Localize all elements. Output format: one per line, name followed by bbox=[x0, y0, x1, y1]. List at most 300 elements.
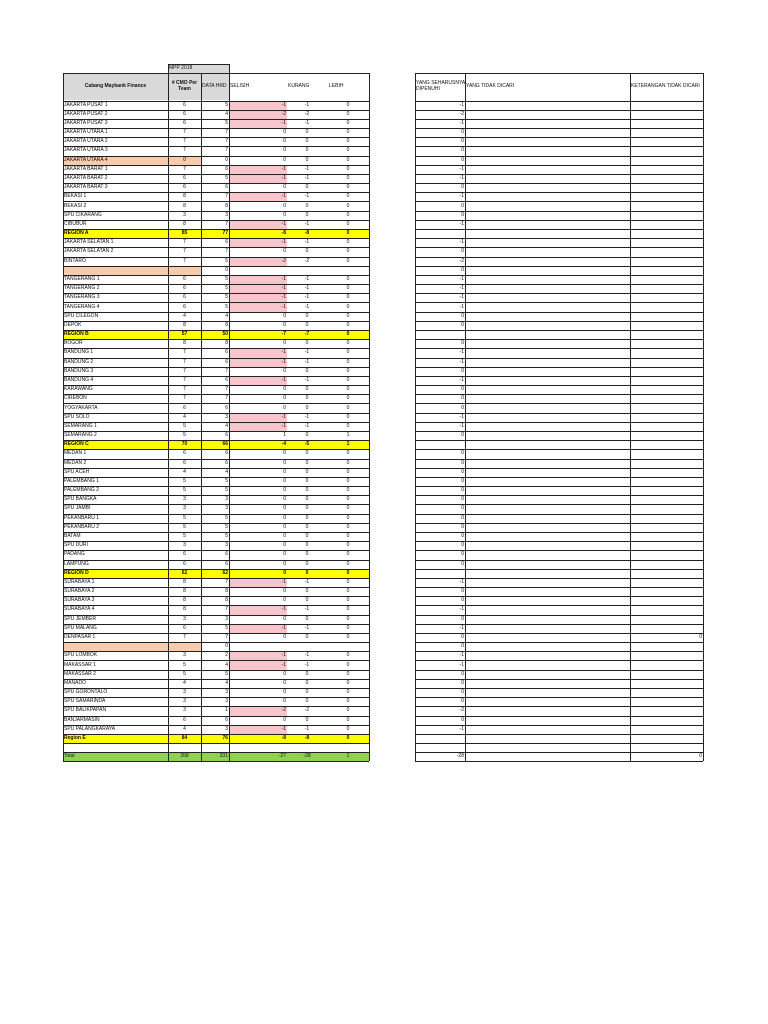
cell-cmo[interactable]: 5 bbox=[183, 523, 186, 530]
header-lebih[interactable]: LEBIH bbox=[329, 83, 344, 89]
cell-name[interactable]: PADANG bbox=[64, 551, 85, 558]
cell-hrd[interactable]: 5 bbox=[225, 294, 228, 301]
cell-hrd[interactable]: 5 bbox=[225, 303, 228, 310]
cell-leb[interactable]: 0 bbox=[346, 487, 350, 494]
cell-yang[interactable]: 0 bbox=[461, 129, 464, 136]
cell-sel[interactable]: -1 bbox=[229, 101, 287, 110]
cell-name[interactable]: JAKARTA PUSAT 2 bbox=[64, 110, 108, 117]
cell-sel[interactable]: -1 bbox=[229, 376, 287, 385]
cell-hrd[interactable]: 3 bbox=[225, 505, 228, 512]
cell-sel[interactable]: 1 bbox=[283, 432, 286, 439]
cell-sel[interactable]: 0 bbox=[283, 533, 286, 540]
cell-cmo[interactable]: 4 bbox=[183, 413, 186, 420]
cell-cmo[interactable]: 6 bbox=[183, 294, 186, 301]
cell-hrd[interactable]: 5 bbox=[225, 514, 228, 521]
cell-cmo[interactable]: 5 bbox=[183, 533, 186, 540]
cell-name[interactable]: SPU GORONTALO bbox=[64, 689, 108, 696]
cell-sel[interactable]: 0 bbox=[283, 395, 286, 402]
cell-yang[interactable]: -1 bbox=[459, 239, 464, 246]
cell-cmo[interactable]: 5 bbox=[183, 432, 186, 439]
cell-cmo[interactable]: 7 bbox=[183, 367, 186, 374]
cell-hrd[interactable]: 6 bbox=[225, 551, 228, 558]
cell-kur[interactable]: 0 bbox=[305, 496, 309, 503]
cell-cmo[interactable]: 6 bbox=[183, 184, 186, 191]
cell-hrd[interactable]: 8 bbox=[225, 588, 228, 595]
cell-leb[interactable]: 0 bbox=[346, 597, 350, 604]
cell-leb[interactable]: 0 bbox=[346, 367, 350, 374]
cell-name[interactable]: Total bbox=[63, 752, 168, 761]
cell-cmo[interactable]: 8 bbox=[183, 340, 186, 347]
cell-cmo[interactable]: 3 bbox=[183, 505, 186, 512]
cell-hrd[interactable]: 5 bbox=[225, 101, 228, 108]
cell-kur[interactable]: 0 bbox=[305, 542, 309, 549]
cell-name[interactable]: SPU BALIKPAPAN bbox=[64, 707, 107, 714]
cell-yang[interactable]: 0 bbox=[461, 716, 464, 723]
cell-hrd[interactable]: 76 bbox=[201, 734, 229, 743]
cell-sel[interactable]: 0 bbox=[283, 542, 286, 549]
cell-kur[interactable]: 0 bbox=[305, 477, 309, 484]
cell-name[interactable]: BANDUNG 4 bbox=[64, 376, 94, 383]
cell-yang[interactable]: -1 bbox=[459, 220, 464, 227]
cell-kur[interactable]: -1 bbox=[304, 220, 310, 227]
cell-name[interactable]: JAKARTA SELATAN 1 bbox=[64, 239, 114, 246]
cell-kur[interactable]: -1 bbox=[304, 624, 310, 631]
cell-leb[interactable]: 0 bbox=[346, 523, 350, 530]
cell-leb[interactable]: 0 bbox=[346, 239, 350, 246]
cell-sel[interactable]: 0 bbox=[283, 716, 286, 723]
cell-sel[interactable]: -1 bbox=[229, 725, 287, 734]
cell-yang[interactable]: -1 bbox=[459, 275, 464, 282]
cell-cmo[interactable] bbox=[168, 642, 201, 651]
cell-leb[interactable]: 0 bbox=[346, 275, 350, 282]
cell-cmo[interactable]: 8 bbox=[183, 193, 186, 200]
cell-hrd[interactable]: 5 bbox=[225, 119, 228, 126]
cell-sel[interactable]: -1 bbox=[229, 238, 287, 247]
cell-name[interactable]: CIREBON bbox=[64, 395, 87, 402]
cell-cmo[interactable]: 3 bbox=[183, 652, 186, 659]
cell-cmo[interactable]: 7 bbox=[183, 129, 186, 136]
cell-leb[interactable]: 0 bbox=[346, 220, 350, 227]
cell-kur[interactable]: 0 bbox=[305, 487, 309, 494]
cell-hrd[interactable]: 5 bbox=[225, 477, 228, 484]
cell-hrd[interactable]: 3 bbox=[225, 413, 228, 420]
cell-name[interactable]: SPU SOLO bbox=[64, 413, 90, 420]
cell-yang[interactable]: 0 bbox=[461, 496, 464, 503]
cell-sel[interactable]: -1 bbox=[229, 275, 287, 284]
cell-name[interactable]: PEKANBARU 2 bbox=[64, 523, 100, 530]
cell-kur[interactable]: -1 bbox=[304, 578, 310, 585]
cell-leb[interactable]: 0 bbox=[346, 175, 350, 182]
cell-name[interactable]: SPU CILEGON bbox=[64, 312, 99, 319]
cell-name[interactable]: JAKARTA UTARA 3 bbox=[64, 147, 108, 154]
cell-cmo[interactable]: 6 bbox=[183, 175, 186, 182]
cell-leb[interactable]: 0 bbox=[327, 734, 369, 743]
cell-kur[interactable]: 0 bbox=[305, 432, 309, 439]
cell-yang[interactable]: 0 bbox=[461, 312, 464, 319]
cell-name[interactable]: BOGOR bbox=[64, 340, 83, 347]
cell-leb[interactable]: 0 bbox=[346, 514, 350, 521]
cell-sel[interactable]: 0 bbox=[283, 487, 286, 494]
cell-yang[interactable]: 0 bbox=[461, 560, 464, 567]
cell-cmo[interactable]: 8 bbox=[183, 220, 186, 227]
cell-kur[interactable]: 0 bbox=[305, 138, 309, 145]
cell-name[interactable]: SURABAYA 4 bbox=[64, 606, 95, 613]
cell-cmo[interactable]: 6 bbox=[183, 275, 186, 282]
cell-leb[interactable]: 0 bbox=[346, 615, 350, 622]
cell-yang[interactable]: 0 bbox=[461, 487, 464, 494]
cell-leb[interactable]: 0 bbox=[346, 634, 350, 641]
cell-yang[interactable]: 0 bbox=[461, 597, 464, 604]
header-yang-tidak-dicari[interactable]: YANG TIDAK DICARI bbox=[466, 83, 515, 89]
cell-sel[interactable]: -2 bbox=[229, 706, 287, 715]
cell-sel[interactable]: 0 bbox=[283, 523, 286, 530]
cell-cmo[interactable]: 3 bbox=[183, 689, 186, 696]
cell-sel[interactable]: 0 bbox=[283, 698, 286, 705]
cell-kur[interactable]: 0 bbox=[305, 689, 309, 696]
cell-name[interactable]: DEPOK bbox=[64, 321, 82, 328]
cell-name[interactable]: SPU SAMARINDA bbox=[64, 698, 106, 705]
cell-kur[interactable]: 0 bbox=[305, 679, 309, 686]
cell-name[interactable]: BATAM bbox=[64, 533, 81, 540]
cell-hrd[interactable]: 50 bbox=[201, 330, 229, 339]
cell-cmo[interactable]: 8 bbox=[183, 588, 186, 595]
cell-cmo[interactable]: 7 bbox=[183, 147, 186, 154]
cell-yang[interactable]: -1 bbox=[459, 652, 464, 659]
cell-name[interactable]: BINTARO bbox=[64, 257, 86, 264]
cell-sel[interactable] bbox=[229, 266, 287, 275]
cell-yang[interactable]: 0 bbox=[461, 266, 464, 273]
cell-yang[interactable]: 0 bbox=[461, 588, 464, 595]
cell-hrd[interactable]: 6 bbox=[225, 560, 228, 567]
cell-cmo[interactable]: 70 bbox=[168, 440, 201, 449]
cell-sel[interactable]: -2 bbox=[229, 110, 287, 119]
cell-hrd[interactable]: 7 bbox=[225, 138, 228, 145]
cell-yang[interactable]: 0 bbox=[461, 615, 464, 622]
cell-yang[interactable]: 0 bbox=[461, 670, 464, 677]
cell-hrd[interactable]: 0 bbox=[225, 156, 228, 163]
cell-cmo[interactable]: 57 bbox=[168, 330, 201, 339]
cell-yang[interactable]: -1 bbox=[459, 661, 464, 668]
cell-sel[interactable]: 0 bbox=[283, 386, 286, 393]
cell-yang[interactable]: 0 bbox=[461, 514, 464, 521]
cell-cmo[interactable]: 7 bbox=[183, 165, 186, 172]
cell-kur[interactable]: 0 bbox=[305, 248, 309, 255]
cell-name[interactable]: TANGERANG 4 bbox=[64, 303, 100, 310]
cell-kur[interactable]: -1 bbox=[304, 606, 310, 613]
cell-sel[interactable]: 0 bbox=[283, 450, 286, 457]
cell-cmo[interactable]: 7 bbox=[183, 358, 186, 365]
cell-cmo[interactable]: 6 bbox=[183, 285, 186, 292]
cell-cmo[interactable]: 8 bbox=[183, 597, 186, 604]
cell-hrd[interactable]: 66 bbox=[201, 440, 229, 449]
cell-kur[interactable]: 0 bbox=[305, 184, 309, 191]
cell-sel[interactable]: 0 bbox=[283, 477, 286, 484]
cell-hrd[interactable]: 6 bbox=[225, 349, 228, 356]
cell-kur[interactable]: -28 bbox=[287, 752, 327, 761]
cell-yang[interactable]: -1 bbox=[459, 725, 464, 732]
cell-cmo[interactable]: 7 bbox=[183, 257, 186, 264]
cell-kur[interactable] bbox=[287, 642, 327, 651]
cell-yang[interactable]: 0 bbox=[461, 523, 464, 530]
cell-kur[interactable]: 0 bbox=[305, 202, 309, 209]
cell-leb[interactable]: 1 bbox=[346, 432, 350, 439]
cell-hrd[interactable]: 6 bbox=[225, 165, 228, 172]
cell-hrd[interactable]: 8 bbox=[225, 597, 228, 604]
cell-cmo[interactable]: 4 bbox=[183, 468, 186, 475]
cell-leb[interactable]: 0 bbox=[346, 303, 350, 310]
cell-kur[interactable]: 0 bbox=[305, 147, 309, 154]
cell-name[interactable]: JAKARTA PUSAT 3 bbox=[64, 119, 108, 126]
cell-leb[interactable]: 0 bbox=[346, 193, 350, 200]
cell-name[interactable]: BANDUNG 2 bbox=[64, 358, 94, 365]
cell-kur[interactable]: -1 bbox=[304, 303, 310, 310]
cell-name[interactable]: JAKARTA BARAT 2 bbox=[64, 175, 108, 182]
cell-cmo[interactable]: 8 bbox=[183, 606, 186, 613]
cell-name[interactable]: BEKASI 2 bbox=[64, 202, 87, 209]
cell-hrd[interactable]: 3 bbox=[225, 496, 228, 503]
cell-name[interactable]: SEMARANG 2 bbox=[64, 432, 97, 439]
cell-hrd[interactable]: 77 bbox=[201, 229, 229, 238]
cell-name[interactable]: TANGERANG 3 bbox=[64, 294, 100, 301]
cell-cmo[interactable]: 3 bbox=[183, 707, 186, 714]
cell-kur[interactable]: -2 bbox=[304, 110, 310, 117]
cell-hrd[interactable]: 8 bbox=[225, 202, 228, 209]
cell-hrd[interactable]: 7 bbox=[225, 606, 228, 613]
cell-kur[interactable]: 0 bbox=[305, 514, 309, 521]
cell-name[interactable]: SPU DURI bbox=[64, 542, 88, 549]
cell-sel[interactable]: 0 bbox=[283, 551, 286, 558]
cell-sel[interactable]: -1 bbox=[229, 284, 287, 293]
cell-sel[interactable]: -1 bbox=[229, 293, 287, 302]
cell-hrd[interactable]: 6 bbox=[225, 459, 228, 466]
cell-cmo[interactable]: 7 bbox=[183, 376, 186, 383]
cell-sel[interactable]: -1 bbox=[229, 220, 287, 229]
cell-yang[interactable]: 0 bbox=[461, 551, 464, 558]
cell-cmo[interactable]: 6 bbox=[183, 303, 186, 310]
cell-sel[interactable]: -1 bbox=[229, 660, 287, 669]
header-yang-seharusnya[interactable]: YANG SEHARUSNYA DIPENUHI bbox=[416, 80, 465, 92]
cell-leb[interactable]: 0 bbox=[327, 569, 369, 578]
cell-kur[interactable]: 0 bbox=[305, 395, 309, 402]
cell-yang[interactable]: -28 bbox=[456, 753, 464, 760]
cell-kur[interactable]: -1 bbox=[304, 294, 310, 301]
cell-hrd[interactable]: 5 bbox=[225, 670, 228, 677]
cell-leb[interactable]: 0 bbox=[327, 229, 369, 238]
cell-leb[interactable]: 0 bbox=[346, 652, 350, 659]
cell-yang[interactable]: 0 bbox=[461, 147, 464, 154]
cell-leb[interactable]: 0 bbox=[346, 450, 350, 457]
cell-leb[interactable]: 0 bbox=[346, 588, 350, 595]
cell-cmo[interactable]: 6 bbox=[183, 560, 186, 567]
cell-hrd[interactable]: 5 bbox=[225, 257, 228, 264]
cell-yang[interactable]: 0 bbox=[461, 542, 464, 549]
cell-kur[interactable]: -1 bbox=[304, 725, 310, 732]
cell-yang[interactable]: 0 bbox=[461, 698, 464, 705]
cell-sel[interactable]: -1 bbox=[229, 302, 287, 311]
cell-kur[interactable]: -5 bbox=[287, 440, 327, 449]
cell-hrd[interactable]: 3 bbox=[225, 211, 228, 218]
cell-cmo[interactable]: 0 bbox=[168, 156, 201, 165]
cell-yang[interactable]: 0 bbox=[461, 211, 464, 218]
cell-hrd[interactable]: 4 bbox=[225, 679, 228, 686]
cell-name[interactable]: SPU JEMBER bbox=[64, 615, 96, 622]
cell-ket[interactable]: 0 bbox=[699, 634, 702, 641]
cell-hrd[interactable]: 4 bbox=[225, 110, 228, 117]
cell-leb[interactable]: 0 bbox=[346, 606, 350, 613]
cell-name[interactable]: SPU LOMBOK bbox=[64, 652, 98, 659]
cell-sel[interactable]: -1 bbox=[229, 422, 287, 431]
cell-hrd[interactable]: 5 bbox=[225, 275, 228, 282]
cell-hrd[interactable]: 3 bbox=[225, 689, 228, 696]
cell-name[interactable]: PALEMBANG 1 bbox=[64, 477, 99, 484]
cell-hrd[interactable]: 7 bbox=[225, 220, 228, 227]
cell-cmo[interactable]: 6 bbox=[183, 459, 186, 466]
cell-cmo[interactable]: 5 bbox=[183, 422, 186, 429]
cell-yang[interactable]: -1 bbox=[459, 358, 464, 365]
cell-sel[interactable]: -1 bbox=[229, 119, 287, 128]
cell-leb[interactable]: 0 bbox=[346, 413, 350, 420]
cell-name[interactable]: CIBUBUR bbox=[64, 220, 87, 227]
cell-hrd[interactable]: 7 bbox=[225, 193, 228, 200]
cell-yang[interactable]: -2 bbox=[459, 110, 464, 117]
cell-kur[interactable]: -1 bbox=[304, 101, 310, 108]
cell-sel[interactable] bbox=[229, 642, 287, 651]
cell-name[interactable]: JAKARTA UTARA 2 bbox=[64, 138, 108, 145]
cell-name[interactable]: REGION A bbox=[63, 229, 168, 238]
cell-name[interactable]: JAKARTA PUSAT 1 bbox=[64, 101, 108, 108]
cell-leb[interactable]: 0 bbox=[346, 321, 350, 328]
cell-sel[interactable]: -1 bbox=[229, 348, 287, 357]
cell-leb[interactable]: 1 bbox=[327, 752, 369, 761]
cell-sel[interactable]: -1 bbox=[229, 413, 287, 422]
header-kurang[interactable]: KURANG bbox=[288, 83, 310, 89]
cell-name[interactable]: BANDUNG 3 bbox=[64, 367, 94, 374]
cell-name[interactable]: TANGERANG 1 bbox=[64, 275, 100, 282]
cell-hrd[interactable]: 5 bbox=[225, 285, 228, 292]
cell-kur[interactable]: -1 bbox=[304, 376, 310, 383]
cell-name[interactable]: JAKARTA SELATAN 2 bbox=[64, 248, 114, 255]
cell-kur[interactable]: 0 bbox=[305, 698, 309, 705]
cell-name[interactable]: SPU CIKARANG bbox=[64, 211, 102, 218]
cell-name[interactable]: SPU BANGKA bbox=[64, 496, 97, 503]
cell-kur[interactable]: 0 bbox=[305, 634, 309, 641]
cell-yang[interactable]: 0 bbox=[461, 477, 464, 484]
cell-leb[interactable] bbox=[327, 642, 369, 651]
cell-hrd[interactable]: 4 bbox=[225, 468, 228, 475]
cell-leb[interactable]: 0 bbox=[346, 661, 350, 668]
cell-name[interactable]: MAKASSAR 2 bbox=[64, 670, 96, 677]
cell-cmo[interactable]: 6 bbox=[183, 551, 186, 558]
cell-kur[interactable] bbox=[287, 266, 327, 275]
cell-cmo[interactable]: 62 bbox=[168, 569, 201, 578]
cell-name[interactable]: SPU PALANGKARAYA bbox=[64, 725, 116, 732]
cell-yang[interactable]: -2 bbox=[459, 707, 464, 714]
cell-sel[interactable]: 0 bbox=[283, 689, 286, 696]
cell-name[interactable]: PALEMBANG 2 bbox=[64, 487, 99, 494]
cell-kur[interactable]: 0 bbox=[305, 450, 309, 457]
cell-name[interactable]: SPU ACEH bbox=[64, 468, 90, 475]
cell-cmo[interactable]: 8 bbox=[183, 202, 186, 209]
cell-cmo[interactable]: 7 bbox=[183, 138, 186, 145]
cell-cmo[interactable]: 6 bbox=[183, 110, 186, 117]
cell-cmo[interactable]: 5 bbox=[183, 670, 186, 677]
cell-name[interactable]: JAKARTA BARAT 1 bbox=[64, 165, 108, 172]
cell-sel[interactable]: -1 bbox=[229, 165, 287, 174]
cell-cmo[interactable]: 3 bbox=[183, 211, 186, 218]
cell-cmo[interactable]: 5 bbox=[183, 487, 186, 494]
cell-sel[interactable]: 0 bbox=[283, 496, 286, 503]
cell-kur[interactable]: -1 bbox=[304, 349, 310, 356]
cell-cmo[interactable]: 3 bbox=[183, 496, 186, 503]
cell-yang[interactable]: 0 bbox=[461, 321, 464, 328]
cell-leb[interactable]: 0 bbox=[346, 679, 350, 686]
cell-yang[interactable]: 0 bbox=[461, 248, 464, 255]
cell-yang[interactable]: -1 bbox=[459, 165, 464, 172]
cell-name[interactable]: LAMPUNG bbox=[64, 560, 89, 567]
cell-cmo[interactable]: 3 bbox=[183, 615, 186, 622]
cell-yang[interactable]: 0 bbox=[461, 202, 464, 209]
cell-kur[interactable]: 0 bbox=[305, 340, 309, 347]
cell-leb[interactable]: 0 bbox=[346, 689, 350, 696]
cell-hrd[interactable]: 6 bbox=[225, 239, 228, 246]
cell-sel[interactable]: 0 bbox=[283, 147, 286, 154]
cell-leb[interactable]: 0 bbox=[327, 330, 369, 339]
cell-leb[interactable]: 0 bbox=[346, 496, 350, 503]
cell-leb[interactable]: 0 bbox=[346, 698, 350, 705]
cell-leb[interactable]: 0 bbox=[346, 404, 350, 411]
cell-kur[interactable]: -1 bbox=[304, 661, 310, 668]
cell-yang[interactable]: -1 bbox=[459, 422, 464, 429]
cell-hrd[interactable]: 5 bbox=[225, 175, 228, 182]
cell-leb[interactable]: 0 bbox=[346, 184, 350, 191]
cell-hrd[interactable]: 331 bbox=[201, 752, 229, 761]
cell-leb[interactable]: 0 bbox=[346, 624, 350, 631]
cell-leb[interactable]: 0 bbox=[346, 211, 350, 218]
cell-yang[interactable]: 0 bbox=[461, 679, 464, 686]
cell-cmo[interactable]: 84 bbox=[168, 734, 201, 743]
cell-hrd[interactable]: 8 bbox=[225, 340, 228, 347]
cell-name[interactable]: SPU JAMBI bbox=[64, 505, 91, 512]
cell-hrd[interactable]: 8 bbox=[225, 321, 228, 328]
cell-name[interactable]: SEMARANG 1 bbox=[64, 422, 97, 429]
cell-kur[interactable]: -2 bbox=[304, 707, 310, 714]
cell-name[interactable]: Region E bbox=[63, 734, 168, 743]
cell-sel[interactable]: 0 bbox=[229, 569, 287, 578]
cell-sel[interactable]: 0 bbox=[283, 321, 286, 328]
cell-kur[interactable]: -1 bbox=[304, 119, 310, 126]
cell-yang[interactable]: 0 bbox=[461, 156, 464, 163]
cell-name[interactable]: BANDUNG 1 bbox=[64, 349, 94, 356]
cell-kur[interactable]: 0 bbox=[305, 670, 309, 677]
cell-name[interactable] bbox=[63, 642, 168, 651]
cell-kur[interactable]: 0 bbox=[305, 597, 309, 604]
cell-leb[interactable]: 0 bbox=[346, 358, 350, 365]
cell-kur[interactable]: -1 bbox=[304, 193, 310, 200]
cell-leb[interactable]: 0 bbox=[346, 340, 350, 347]
cell-kur[interactable]: 0 bbox=[305, 560, 309, 567]
cell-yang[interactable]: -1 bbox=[459, 101, 464, 108]
cell-kur[interactable]: 0 bbox=[305, 716, 309, 723]
cell-kur[interactable]: 0 bbox=[305, 367, 309, 374]
cell-kur[interactable]: 0 bbox=[305, 386, 309, 393]
cell-leb[interactable]: 0 bbox=[346, 578, 350, 585]
cell-cmo[interactable]: 7 bbox=[183, 349, 186, 356]
cell-hrd[interactable]: 3 bbox=[225, 615, 228, 622]
cell-leb[interactable]: 0 bbox=[346, 707, 350, 714]
cell-yang[interactable]: 0 bbox=[461, 432, 464, 439]
cell-sel[interactable]: 0 bbox=[283, 615, 286, 622]
cell-sel[interactable]: 0 bbox=[283, 340, 286, 347]
